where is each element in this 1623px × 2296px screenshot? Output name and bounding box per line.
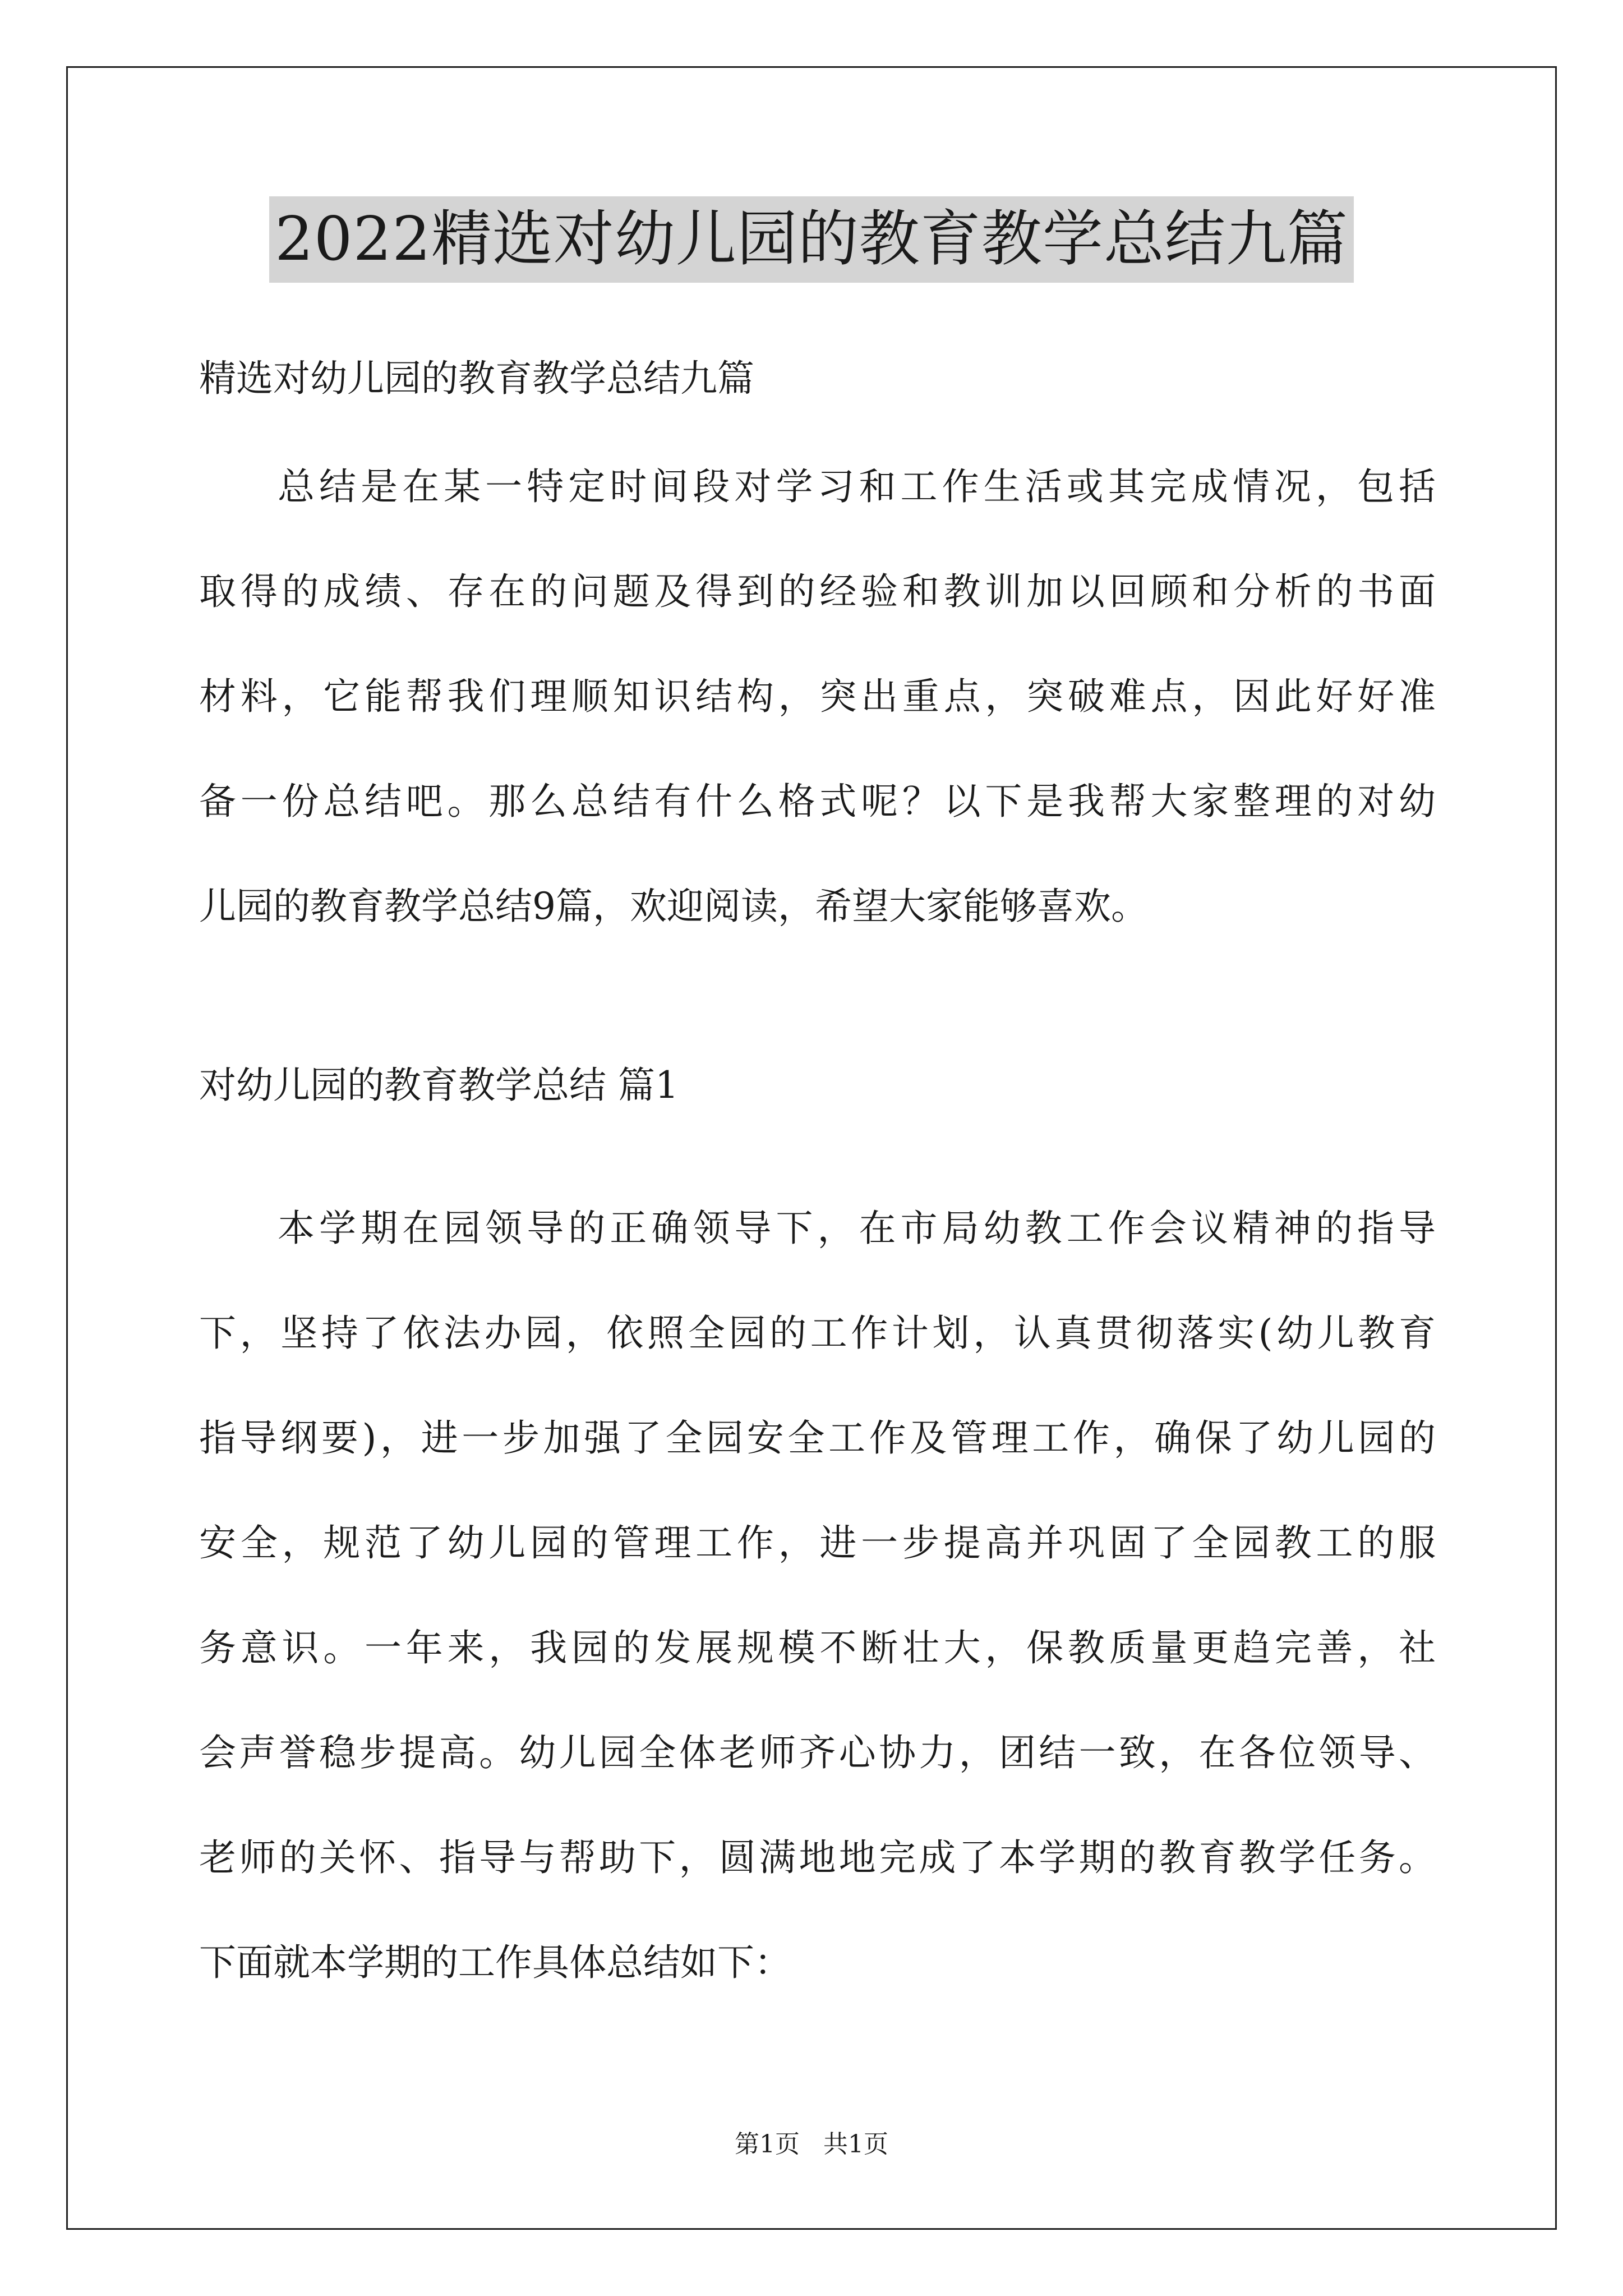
page-footer [0,2129,1623,2160]
intro-line: 总结是在某一特定时间段对学习和工作生活或其完成情况，包括 [278,465,1436,508]
document-subtitle: 精选对幼儿园的教育教学总结九篇 [199,357,754,400]
intro-line: 取得的成绩、存在的问题及得到的经验和教训加以回顾和分析的书面 [199,570,1436,613]
intro-line: 儿园的教育教学总结9篇，欢迎阅读，希望大家能够喜欢。 [199,885,1148,928]
body-line: 老师的关怀、指导与帮助下，圆满地地完成了本学期的教育教学任务。 [199,1836,1436,1879]
body-line: 本学期在园领导的正确领导下，在市局幼教工作会议精神的指导 [278,1207,1436,1250]
title-container [0,196,1623,283]
body-line: 指导纲要)，进一步加强了全园安全工作及管理工作，确保了幼儿园的 [199,1416,1436,1460]
body-line: 会声誉稳步提高。幼儿园全体老师齐心协力，团结一致，在各位领导、 [199,1731,1436,1774]
page-number-total: 共1页 [823,2130,888,2159]
page-number-current: 第1页 [735,2130,800,2159]
section-heading: 对幼儿园的教育教学总结 篇1 [199,1064,679,1107]
body-line: 下，坚持了依法办园，依照全园的工作计划，认真贯彻落实(幼儿教育 [199,1312,1436,1355]
body-line: 务意识。一年来，我园的发展规模不断壮大，保教质量更趋完善，社 [199,1626,1436,1669]
body-line: 安全，规范了幼儿园的管理工作，进一步提高并巩固了全园教工的服 [199,1521,1436,1565]
intro-line: 备一份总结吧。那么总结有什么格式呢？以下是我帮大家整理的对幼 [199,780,1436,823]
body-line: 下面就本学期的工作具体总结如下： [199,1941,791,1984]
document-title: 2022精选对幼儿园的教育教学总结九篇 [269,196,1354,283]
intro-line: 材料，它能帮我们理顺知识结构，突出重点，突破难点，因此好好准 [199,675,1436,718]
